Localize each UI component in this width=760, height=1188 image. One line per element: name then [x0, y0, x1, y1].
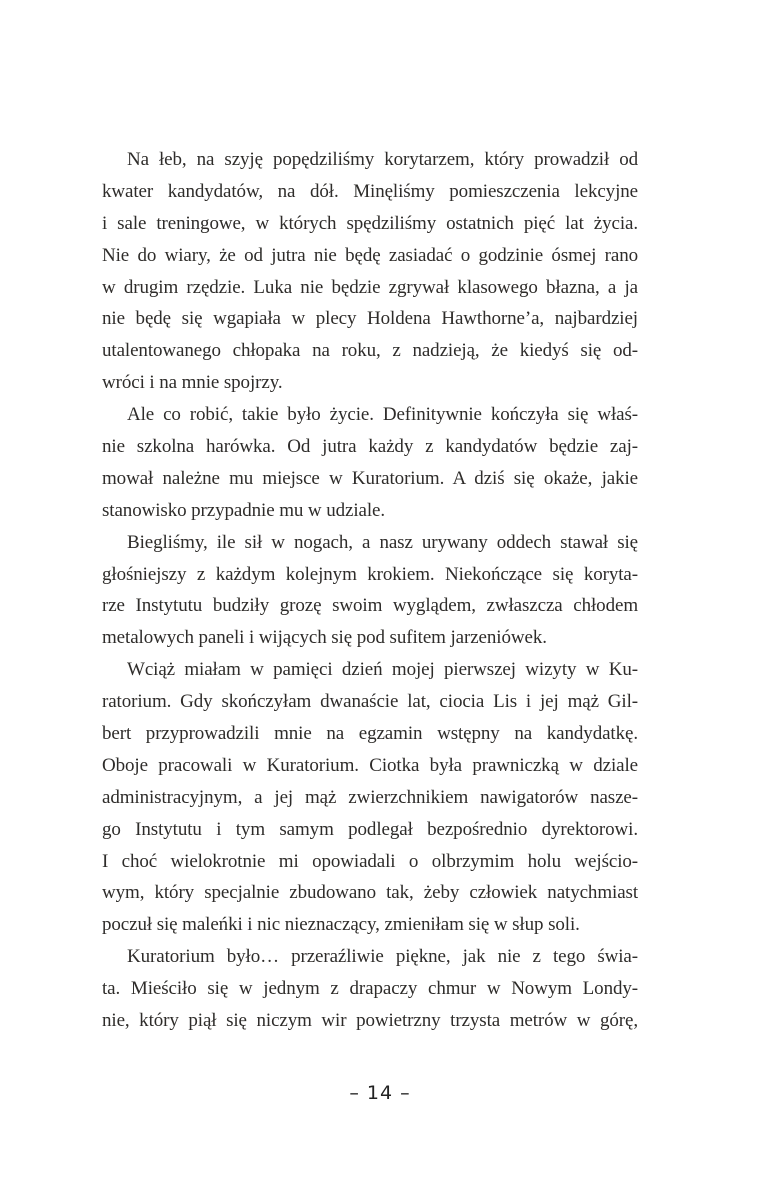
text-line: Nie do wiary, że od jutra nie będę zasiadać o godzinie ósmej rano — [102, 244, 638, 266]
text-line: w drugim rzędzie. Luka nie będzie zgrywał klasowego błazna, a ja — [102, 276, 638, 298]
text-line: ta. Mieściło się w jednym z drapaczy chmur w Nowym Londy- — [102, 978, 638, 1000]
text-line: I choć wielokrotnie mi opowiadali o olbrzymim holu wejścio- — [102, 850, 638, 872]
text-line: kwater kandydatów, na dół. Minęliśmy pomieszczenia lekcyjne — [102, 180, 638, 202]
text-line: nie szkolna harówka. Od jutra każdy z kandydatów będzie zaj- — [102, 436, 638, 458]
text-line: wym, który specjalnie zbudowano tak, żeby człowiek natychmiast — [102, 882, 638, 904]
text-line: metalowych paneli i wijących się pod sufitem jarzeniówek. — [102, 627, 547, 649]
text-line: ratorium. Gdy skończyłam dwanaście lat, ciocia Lis i jej mąż Gil- — [102, 691, 638, 713]
body-text — [102, 144, 638, 1037]
text-line: Na łeb, na szyję popędziliśmy korytarzem, który prowadził od — [127, 149, 638, 170]
text-line: bert przyprowadzili mnie na egzamin wstępny na kandydatkę. — [102, 723, 638, 745]
paragraph — [102, 654, 638, 941]
text-line: i sale treningowe, w których spędziliśmy ostatnich pięć lat życia. — [102, 212, 638, 234]
text-line: Wciąż miałam w pamięci dzień mojej pierwszej wizyty w Ku- — [127, 659, 638, 681]
text-line: stanowisko przypadnie mu w udziale. — [102, 499, 386, 521]
paragraph — [102, 941, 638, 1037]
text-line: Oboje pracowali w Kuratorium. Ciotka była prawniczką w dziale — [102, 754, 638, 776]
page-number: – 14 – — [349, 1082, 411, 1104]
text-line: nie, który piął się niczym wir powietrzny trzysta metrów w górę, — [102, 1010, 638, 1032]
text-line: Biegliśmy, ile sił w nogach, a nasz urywany oddech stawał się — [127, 531, 638, 553]
text-line: go Instytutu i tym samym podlegał bezpośrednio dyrektorowi. — [102, 818, 638, 840]
text-line: Kuratorium było… przeraźliwie piękne, jak nie z tego świa- — [127, 946, 638, 968]
paragraph — [102, 144, 638, 399]
text-line: głośniejszy z każdym kolejnym krokiem. Niekończące się koryta- — [102, 563, 638, 585]
paragraph — [102, 527, 638, 655]
text-line: administracyjnym, a jej mąż zwierzchnikiem nawigatorów nasze- — [102, 786, 638, 808]
text-line: rze Instytutu budziły grozę swoim wyglądem, zwłaszcza chłodem — [102, 595, 638, 617]
paragraph — [102, 399, 638, 527]
text-line: poczuł się maleńki i nic nieznaczący, zmieniłam się w słup soli. — [102, 914, 580, 936]
text-line: mował należne mu miejsce w Kuratorium. A dziś się okaże, jakie — [102, 467, 638, 489]
text-line: nie będę się wgapiała w plecy Holdena Hawthorne’a, najbardziej — [102, 308, 638, 330]
text-line: wróci i na mnie spojrzy. — [102, 372, 283, 394]
text-line: Ale co robić, takie było życie. Definitywnie kończyła się właś- — [127, 404, 638, 426]
text-line: utalentowanego chłopaka na roku, z nadzieją, że kiedyś się od- — [102, 340, 638, 362]
